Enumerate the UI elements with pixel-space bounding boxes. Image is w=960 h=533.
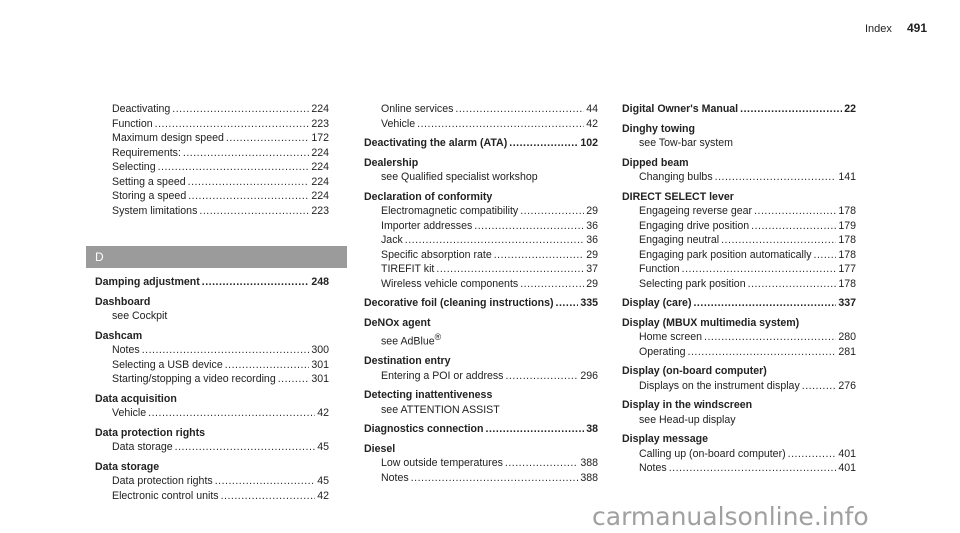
index-heading: Data protection rights [95, 426, 206, 439]
index-entry[interactable]: Electromagnetic compatibility ..... 29 [364, 204, 598, 219]
index-entry[interactable]: Displays on the instrument display ..... 276 [622, 379, 856, 394]
index-entry[interactable]: TIREFIT kit ..... 37 [364, 262, 598, 277]
index-entry[interactable]: Storing a speed ..... 224 [95, 189, 329, 204]
see-reference[interactable]: see Tow-bar system [639, 137, 734, 149]
see-reference[interactable]: see Cockpit [112, 310, 168, 322]
index-heading: Data acquisition [95, 392, 177, 405]
header-label: Index [864, 23, 892, 35]
index-entry[interactable]: Engaging drive position ..... 179 [622, 219, 856, 234]
see-reference[interactable]: see ATTENTION ASSIST [381, 403, 500, 416]
index-entry[interactable]: Vehicle ..... 42 [364, 117, 598, 132]
registered-mark: ® [434, 332, 442, 342]
index-entry[interactable]: Calling up (on-board computer) ..... 401 [622, 447, 856, 462]
see-reference[interactable]: see AdBlue® [381, 332, 442, 348]
section-letter-band: D [86, 246, 347, 268]
index-heading: Detecting inattentiveness [364, 389, 493, 402]
index-heading: Display in the windscreen [622, 399, 753, 411]
watermark: carmanualsonline.info [592, 502, 869, 531]
index-entry[interactable]: Selecting ..... 224 [95, 160, 329, 175]
index-entry[interactable]: Importer addresses ..... 36 [364, 219, 598, 234]
index-heading: Display (MBUX multimedia system) [622, 316, 800, 329]
index-entry[interactable]: Engaging neutral ..... 178 [622, 233, 856, 248]
index-heading: Dashcam [95, 329, 143, 342]
index-entry[interactable]: Engageing reverse gear ..... 178 [622, 204, 856, 219]
index-heading: Declaration of conformity [364, 190, 493, 203]
index-entry[interactable]: Online services ..... 44 [364, 102, 598, 117]
index-entry[interactable]: System limitations ..... 223 [95, 204, 329, 219]
index-entry[interactable]: Operating ..... 281 [622, 345, 856, 360]
index-heading: Display (on-board computer) [622, 365, 767, 377]
index-entry[interactable]: Deactivating ..... 224 [95, 102, 329, 117]
see-reference[interactable]: see Qualified specialist workshop [381, 171, 538, 183]
index-entry[interactable]: Electronic control units ..... 42 [95, 489, 329, 504]
index-entry[interactable]: Changing bulbs ..... 141 [622, 170, 856, 185]
index-heading: Display message [622, 433, 708, 445]
index-entry[interactable]: Function ..... 223 [95, 117, 329, 132]
index-entry[interactable]: Starting/stopping a video recording ..... 301 [95, 372, 329, 387]
index-entry[interactable]: Setting a speed ..... 224 [95, 175, 329, 190]
index-entry[interactable]: Maximum design speed ..... 172 [95, 131, 329, 146]
index-entry[interactable]: Selecting park position ..... 178 [622, 277, 856, 292]
index-entry[interactable]: Wireless vehicle components ..... 29 [364, 277, 598, 292]
index-entry[interactable]: Diagnostics connection ..... 38 [364, 422, 598, 437]
index-entry[interactable]: Damping adjustment ..... 248 [95, 275, 329, 290]
index-entry[interactable]: Decorative foil (cleaning instructions) ..... 335 [364, 296, 598, 311]
index-entry[interactable]: Jack ..... 36 [364, 233, 598, 248]
index-entry[interactable]: Notes ..... 388 [364, 471, 598, 486]
index-heading: Destination entry [364, 355, 451, 368]
index-entry[interactable]: Deactivating the alarm (ATA) ..... 102 [364, 136, 598, 151]
index-entry[interactable]: Function ..... 177 [622, 262, 856, 277]
index-entry[interactable]: Digital Owner's Manual ..... 22 [622, 102, 856, 117]
index-entry[interactable]: Data storage ..... 45 [95, 440, 329, 455]
index-entry[interactable]: Notes ..... 300 [95, 343, 329, 358]
page-header [865, 21, 927, 35]
index-heading: Dealership [364, 156, 419, 169]
see-reference[interactable]: see Head-up display [639, 413, 736, 426]
index-entry[interactable]: Engaging park position automatically ..... 178 [622, 248, 856, 263]
index-heading: Dashboard [95, 295, 151, 308]
index-entry[interactable]: Low outside temperatures ..... 388 [364, 456, 598, 471]
page-number: 491 [906, 21, 927, 35]
index-entry[interactable]: Notes ..... 401 [622, 461, 856, 476]
index-entry[interactable]: Home screen ..... 280 [622, 330, 856, 345]
index-heading: DeNOx agent [364, 316, 431, 329]
index-entry[interactable]: Requirements: ..... 224 [95, 146, 329, 161]
index-heading: Data storage [95, 460, 160, 473]
index-column-3 [622, 102, 856, 476]
index-entry[interactable]: Vehicle ..... 42 [95, 406, 329, 421]
index-entry[interactable]: Display (care) ..... 337 [622, 296, 856, 311]
index-column-2 [364, 102, 598, 485]
index-column-1 [95, 102, 329, 503]
index-entry[interactable]: Entering a POI or address ..... 296 [364, 369, 598, 384]
index-heading: Dipped beam [622, 156, 689, 169]
index-entry[interactable]: Data protection rights ..... 45 [95, 474, 329, 489]
index-entry[interactable]: Selecting a USB device ..... 301 [95, 358, 329, 373]
index-entry[interactable]: Specific absorption rate ..... 29 [364, 248, 598, 263]
index-heading: Dinghy towing [622, 122, 695, 135]
index-heading: Diesel [364, 442, 396, 455]
index-heading: DIRECT SELECT lever [622, 190, 734, 203]
